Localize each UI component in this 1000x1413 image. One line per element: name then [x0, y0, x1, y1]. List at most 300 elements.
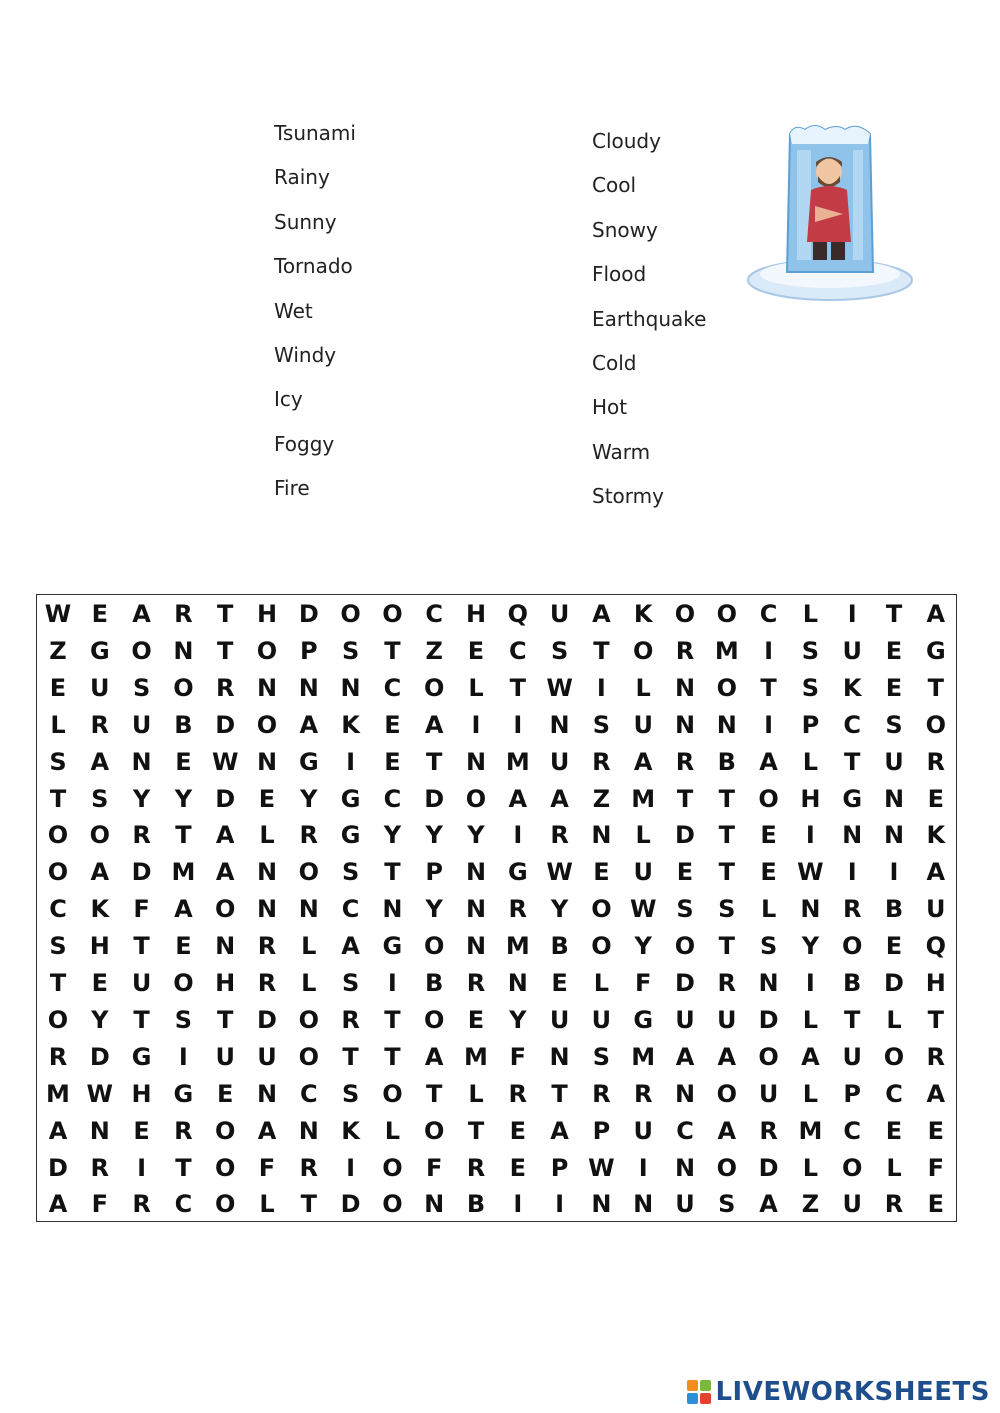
grid-cell[interactable]: E	[885, 932, 903, 961]
grid-cell[interactable]: O	[716, 673, 737, 702]
grid-cell[interactable]: P	[425, 858, 443, 887]
grid-cell[interactable]: S	[132, 673, 151, 702]
grid-cell[interactable]: T	[844, 747, 861, 776]
grid-cell[interactable]: O	[256, 710, 278, 739]
grid-cell[interactable]: Y	[801, 932, 820, 961]
grid-cell[interactable]: N	[256, 673, 278, 702]
grid-cell[interactable]: F	[133, 895, 150, 924]
grid-cell[interactable]: I	[513, 710, 523, 739]
grid-cell[interactable]: R	[299, 1153, 319, 1182]
grid-cell[interactable]: U	[131, 969, 152, 997]
grid-cell[interactable]: U	[549, 747, 570, 776]
grid-cell[interactable]: U	[633, 858, 653, 887]
grid-cell[interactable]: E	[927, 784, 944, 813]
grid-cell[interactable]: Y	[383, 821, 402, 850]
grid-cell[interactable]: F	[258, 1153, 276, 1182]
grid-cell[interactable]: Q	[925, 932, 946, 961]
grid-cell[interactable]: A	[132, 600, 151, 628]
grid-cell[interactable]: N	[340, 673, 361, 702]
grid-cell[interactable]: D	[675, 821, 695, 850]
grid-cell[interactable]: R	[633, 1079, 653, 1108]
grid-cell[interactable]: L	[50, 710, 66, 739]
grid-cell[interactable]: A	[550, 784, 569, 813]
grid-cell[interactable]: H	[800, 784, 821, 813]
grid-cell[interactable]: T	[384, 636, 401, 665]
grid-cell[interactable]: R	[90, 1153, 110, 1182]
grid-cell[interactable]: O	[214, 1116, 236, 1145]
grid-cell[interactable]: D	[675, 969, 695, 997]
grid-cell[interactable]: Y	[300, 784, 318, 813]
grid-cell[interactable]: H	[215, 969, 236, 997]
grid-cell[interactable]: T	[426, 1079, 443, 1108]
grid-cell[interactable]: D	[48, 1153, 68, 1182]
grid-cell[interactable]: N	[674, 673, 696, 702]
grid-cell[interactable]: O	[423, 1005, 445, 1034]
grid-cell[interactable]: T	[384, 858, 401, 887]
grid-cell[interactable]: T	[844, 1005, 861, 1034]
grid-cell[interactable]: S	[592, 710, 611, 739]
grid-cell[interactable]: Y	[132, 784, 151, 813]
grid-cell[interactable]: I	[764, 636, 774, 665]
grid-cell[interactable]: O	[173, 673, 194, 702]
grid-cell[interactable]: I	[764, 710, 774, 739]
grid-cell[interactable]: G	[340, 821, 361, 850]
grid-cell[interactable]: M	[505, 932, 530, 961]
grid-cell[interactable]: T	[342, 1042, 359, 1071]
grid-cell[interactable]: L	[760, 895, 777, 924]
grid-cell[interactable]: I	[889, 858, 899, 887]
grid-cell[interactable]: Y	[467, 821, 485, 850]
grid-cell[interactable]: T	[467, 1116, 485, 1145]
grid-cell[interactable]: L	[468, 1079, 484, 1108]
grid-cell[interactable]: E	[175, 932, 192, 961]
grid-cell[interactable]: A	[48, 1190, 68, 1219]
grid-cell[interactable]: N	[758, 969, 779, 997]
grid-cell[interactable]: O	[89, 821, 110, 850]
grid-cell[interactable]: A	[717, 1116, 737, 1145]
grid-cell[interactable]: K	[341, 710, 360, 739]
grid-cell[interactable]: W	[211, 747, 239, 776]
grid-cell[interactable]: R	[926, 747, 946, 776]
grid-cell[interactable]: T	[217, 600, 234, 628]
grid-cell[interactable]: E	[885, 1116, 903, 1145]
grid-cell[interactable]: G	[131, 1042, 152, 1071]
grid-cell[interactable]: N	[507, 969, 528, 997]
grid-cell[interactable]: O	[173, 969, 194, 997]
grid-cell[interactable]: O	[716, 600, 737, 628]
grid-cell[interactable]: A	[675, 1042, 695, 1071]
grid-cell[interactable]: A	[424, 710, 444, 739]
grid-cell[interactable]: U	[758, 1079, 779, 1108]
grid-cell[interactable]: S	[801, 673, 820, 702]
grid-cell[interactable]: U	[884, 747, 904, 776]
grid-cell[interactable]: L	[802, 600, 819, 628]
grid-cell[interactable]: P	[550, 1153, 569, 1182]
grid-cell[interactable]: E	[175, 747, 192, 776]
grid-cell[interactable]: A	[215, 821, 235, 850]
grid-cell[interactable]: I	[805, 969, 815, 997]
grid-cell[interactable]: R	[550, 821, 569, 850]
grid-cell[interactable]: G	[382, 932, 403, 961]
grid-cell[interactable]: E	[216, 1079, 234, 1108]
grid-cell[interactable]: T	[718, 821, 735, 850]
grid-cell[interactable]: O	[591, 932, 612, 961]
grid-cell[interactable]: S	[91, 784, 109, 813]
grid-cell[interactable]: C	[299, 1079, 318, 1108]
grid-cell[interactable]: W	[629, 895, 657, 924]
grid-cell[interactable]: Z	[49, 636, 67, 665]
grid-cell[interactable]: C	[383, 673, 402, 702]
grid-cell[interactable]: L	[802, 1153, 819, 1182]
grid-cell[interactable]: E	[760, 858, 777, 887]
grid-cell[interactable]: Y	[550, 895, 569, 924]
grid-cell[interactable]: A	[174, 895, 193, 924]
grid-cell[interactable]: E	[49, 673, 67, 702]
grid-cell[interactable]: O	[883, 1042, 905, 1071]
grid-cell[interactable]: L	[635, 821, 651, 850]
grid-cell[interactable]: C	[383, 784, 402, 813]
grid-cell[interactable]: O	[423, 673, 445, 702]
grid-cell[interactable]: E	[927, 1116, 944, 1145]
grid-cell[interactable]: T	[718, 858, 735, 887]
grid-cell[interactable]: L	[635, 673, 651, 702]
grid-cell[interactable]: Y	[425, 895, 443, 924]
grid-cell[interactable]: A	[759, 747, 778, 776]
grid-cell[interactable]: T	[217, 636, 234, 665]
grid-cell[interactable]: N	[549, 710, 570, 739]
grid-cell[interactable]: Y	[91, 1005, 109, 1034]
grid-cell[interactable]: O	[591, 895, 612, 924]
grid-cell[interactable]: B	[550, 932, 569, 961]
grid-cell[interactable]: N	[674, 710, 696, 739]
grid-cell[interactable]: T	[217, 1005, 234, 1034]
grid-cell[interactable]: L	[301, 969, 317, 997]
grid-cell[interactable]: N	[298, 673, 319, 702]
grid-cell[interactable]: R	[466, 1153, 486, 1182]
grid-cell[interactable]: N	[591, 1190, 612, 1219]
grid-cell[interactable]: T	[133, 932, 150, 961]
grid-cell[interactable]: R	[174, 600, 193, 628]
grid-cell[interactable]: E	[760, 821, 777, 850]
grid-cell[interactable]: I	[596, 673, 606, 702]
grid-cell[interactable]: F	[927, 1153, 944, 1182]
grid-cell[interactable]: R	[717, 969, 737, 997]
grid-cell[interactable]: T	[718, 932, 735, 961]
grid-cell[interactable]: A	[592, 600, 611, 628]
grid-cell[interactable]: D	[215, 710, 236, 739]
grid-cell[interactable]: E	[676, 858, 694, 887]
grid-cell[interactable]: R	[884, 1190, 904, 1219]
grid-cell[interactable]: Y	[509, 1005, 527, 1034]
grid-cell[interactable]: L	[886, 1005, 902, 1034]
grid-cell[interactable]: G	[925, 636, 946, 665]
grid-cell[interactable]: O	[298, 1005, 319, 1034]
grid-cell[interactable]: U	[842, 1042, 862, 1071]
grid-cell[interactable]: T	[175, 821, 192, 850]
grid-cell[interactable]: O	[716, 1079, 737, 1108]
grid-cell[interactable]: N	[298, 895, 319, 924]
grid-cell[interactable]: U	[842, 636, 862, 665]
grid-cell[interactable]: I	[555, 1190, 565, 1219]
grid-cell[interactable]: I	[805, 821, 815, 850]
grid-cell[interactable]: P	[801, 710, 820, 739]
grid-cell[interactable]: U	[591, 1005, 612, 1034]
grid-cell[interactable]: O	[298, 1042, 319, 1071]
grid-cell[interactable]: U	[131, 710, 152, 739]
grid-cell[interactable]: O	[925, 710, 946, 739]
grid-cell[interactable]: O	[256, 636, 278, 665]
grid-cell[interactable]: S	[676, 895, 694, 924]
grid-cell[interactable]: H	[256, 600, 278, 628]
grid-cell[interactable]: S	[174, 1005, 193, 1034]
grid-cell[interactable]: R	[759, 1116, 778, 1145]
grid-cell[interactable]: D	[884, 969, 904, 997]
grid-cell[interactable]: L	[468, 673, 484, 702]
grid-cell[interactable]: K	[842, 673, 862, 702]
grid-cell[interactable]: C	[843, 1116, 861, 1145]
grid-cell[interactable]: A	[926, 1079, 946, 1108]
grid-cell[interactable]: D	[215, 784, 236, 813]
grid-cell[interactable]: E	[885, 636, 903, 665]
grid-cell[interactable]: O	[214, 1190, 236, 1219]
grid-cell[interactable]: C	[885, 1079, 903, 1108]
grid-cell[interactable]: D	[340, 1190, 361, 1219]
grid-cell[interactable]: A	[717, 1042, 737, 1071]
grid-cell[interactable]: A	[926, 858, 946, 887]
grid-cell[interactable]: A	[215, 858, 235, 887]
grid-cell[interactable]: N	[465, 895, 487, 924]
grid-cell[interactable]: R	[592, 747, 611, 776]
grid-cell[interactable]: R	[508, 1079, 528, 1108]
grid-cell[interactable]: L	[384, 1116, 401, 1145]
grid-cell[interactable]: U	[215, 1042, 235, 1071]
grid-cell[interactable]: A	[759, 1190, 778, 1219]
grid-cell[interactable]: U	[549, 1005, 570, 1034]
grid-cell[interactable]: R	[341, 1005, 360, 1034]
grid-cell[interactable]: B	[717, 747, 736, 776]
grid-cell[interactable]: Q	[507, 600, 528, 628]
grid-cell[interactable]: E	[593, 858, 610, 887]
grid-cell[interactable]: E	[509, 1153, 526, 1182]
grid-cell[interactable]: C	[759, 600, 778, 628]
grid-cell[interactable]: Y	[634, 932, 652, 961]
grid-cell[interactable]: I	[471, 710, 481, 739]
grid-cell[interactable]: U	[842, 1190, 862, 1219]
grid-cell[interactable]: M	[171, 858, 196, 887]
grid-cell[interactable]: I	[513, 821, 523, 850]
grid-cell[interactable]: E	[384, 710, 401, 739]
grid-cell[interactable]: O	[214, 1153, 236, 1182]
grid-cell[interactable]: E	[258, 784, 276, 813]
grid-cell[interactable]: T	[426, 747, 443, 776]
grid-cell[interactable]: O	[214, 895, 236, 924]
grid-cell[interactable]: E	[91, 600, 108, 628]
grid-cell[interactable]: I	[137, 1153, 147, 1182]
grid-cell[interactable]: R	[592, 1079, 611, 1108]
grid-cell[interactable]: W	[86, 1079, 114, 1108]
grid-cell[interactable]: B	[466, 1190, 486, 1219]
grid-cell[interactable]: G	[507, 858, 528, 887]
grid-cell[interactable]: F	[634, 969, 652, 997]
grid-cell[interactable]: R	[299, 821, 319, 850]
grid-cell[interactable]: O	[47, 821, 69, 850]
grid-cell[interactable]: R	[257, 932, 277, 961]
grid-cell[interactable]: T	[384, 1005, 401, 1034]
grid-cell[interactable]: B	[425, 969, 444, 997]
grid-cell[interactable]: C	[508, 636, 527, 665]
grid-cell[interactable]: U	[675, 1190, 695, 1219]
grid-cell[interactable]: C	[676, 1116, 694, 1145]
grid-cell[interactable]: O	[382, 600, 403, 628]
grid-cell[interactable]: O	[47, 858, 69, 887]
grid-cell[interactable]: I	[387, 969, 397, 997]
grid-cell[interactable]: C	[843, 710, 861, 739]
grid-cell[interactable]: I	[638, 1153, 648, 1182]
grid-cell[interactable]: S	[341, 636, 360, 665]
grid-cell[interactable]: O	[674, 600, 696, 628]
grid-cell[interactable]: U	[549, 600, 570, 628]
grid-cell[interactable]: S	[550, 636, 569, 665]
grid-cell[interactable]: M	[714, 636, 739, 665]
grid-cell[interactable]: R	[675, 636, 695, 665]
grid-cell[interactable]: N	[591, 821, 612, 850]
grid-cell[interactable]: U	[90, 673, 110, 702]
grid-cell[interactable]: N	[215, 932, 236, 961]
grid-cell[interactable]: N	[549, 1042, 570, 1071]
grid-cell[interactable]: N	[465, 858, 487, 887]
grid-cell[interactable]: E	[885, 673, 903, 702]
grid-cell[interactable]: H	[89, 932, 110, 961]
grid-cell[interactable]: K	[90, 895, 110, 924]
grid-cell[interactable]: U	[717, 1005, 737, 1034]
grid-cell[interactable]: T	[49, 969, 67, 997]
grid-cell[interactable]: E	[133, 1116, 150, 1145]
grid-cell[interactable]: T	[300, 1190, 317, 1219]
grid-cell[interactable]: R	[132, 1190, 151, 1219]
grid-cell[interactable]: E	[467, 1005, 485, 1034]
grid-cell[interactable]: N	[674, 1153, 696, 1182]
grid-cell[interactable]: E	[509, 1116, 526, 1145]
grid-cell[interactable]: N	[633, 1190, 654, 1219]
grid-cell[interactable]: A	[257, 1116, 277, 1145]
grid-cell[interactable]: D	[89, 1042, 110, 1071]
grid-cell[interactable]: D	[424, 784, 445, 813]
grid-cell[interactable]: R	[675, 747, 695, 776]
grid-cell[interactable]: K	[341, 1116, 360, 1145]
grid-cell[interactable]: C	[174, 1190, 193, 1219]
grid-cell[interactable]: T	[551, 1079, 568, 1108]
grid-cell[interactable]: R	[215, 673, 235, 702]
grid-cell[interactable]: D	[758, 1153, 779, 1182]
grid-cell[interactable]: D	[758, 1005, 779, 1034]
grid-cell[interactable]: O	[841, 1153, 863, 1182]
grid-cell[interactable]: A	[48, 1116, 68, 1145]
grid-cell[interactable]: H	[925, 969, 946, 997]
grid-cell[interactable]: L	[259, 1190, 275, 1219]
grid-cell[interactable]: U	[675, 1005, 695, 1034]
grid-cell[interactable]: Y	[425, 821, 443, 850]
grid-cell[interactable]: E	[91, 969, 108, 997]
grid-cell[interactable]: P	[592, 1116, 611, 1145]
grid-cell[interactable]: O	[382, 1153, 403, 1182]
grid-cell[interactable]: O	[632, 636, 654, 665]
grid-cell[interactable]: I	[178, 1042, 188, 1071]
grid-cell[interactable]: N	[382, 895, 403, 924]
grid-cell[interactable]: O	[382, 1079, 403, 1108]
grid-cell[interactable]: K	[926, 821, 946, 850]
grid-cell[interactable]: M	[798, 1116, 823, 1145]
grid-cell[interactable]: M	[464, 1042, 488, 1071]
grid-cell[interactable]: O	[674, 932, 696, 961]
grid-cell[interactable]: I	[346, 1153, 356, 1182]
grid-cell[interactable]: I	[513, 1190, 523, 1219]
grid-cell[interactable]: T	[384, 1042, 401, 1071]
grid-cell[interactable]: B	[884, 895, 904, 924]
grid-cell[interactable]: A	[550, 1116, 569, 1145]
grid-cell[interactable]: O	[465, 784, 487, 813]
grid-cell[interactable]: W	[546, 673, 573, 702]
grid-cell[interactable]: R	[132, 821, 151, 850]
grid-cell[interactable]: O	[716, 1153, 737, 1182]
grid-cell[interactable]: U	[926, 895, 946, 924]
grid-cell[interactable]: T	[676, 784, 694, 813]
grid-cell[interactable]: T	[927, 673, 944, 702]
grid-cell[interactable]: O	[340, 600, 361, 628]
grid-cell[interactable]: L	[301, 932, 317, 961]
grid-cell[interactable]: T	[593, 636, 610, 665]
grid-cell[interactable]: W	[797, 858, 824, 887]
grid-cell[interactable]: O	[298, 858, 319, 887]
grid-cell[interactable]: N	[716, 710, 737, 739]
grid-cell[interactable]: Z	[425, 636, 443, 665]
grid-cell[interactable]: A	[633, 747, 653, 776]
grid-cell[interactable]: A	[299, 710, 319, 739]
grid-cell[interactable]: A	[508, 784, 528, 813]
grid-cell[interactable]: N	[89, 1116, 110, 1145]
grid-cell[interactable]: R	[508, 895, 528, 924]
grid-cell[interactable]: G	[173, 1079, 194, 1108]
grid-cell[interactable]: T	[885, 600, 903, 628]
grid-cell[interactable]: P	[843, 1079, 861, 1108]
grid-cell[interactable]: N	[883, 821, 905, 850]
grid-cell[interactable]: N	[800, 895, 821, 924]
grid-cell[interactable]: U	[633, 1116, 653, 1145]
grid-cell[interactable]: N	[424, 1190, 445, 1219]
grid-cell[interactable]: P	[300, 636, 318, 665]
grid-cell[interactable]: W	[546, 858, 573, 887]
grid-cell[interactable]: N	[131, 747, 152, 776]
grid-cell[interactable]: L	[886, 1153, 902, 1182]
grid-cell[interactable]: G	[842, 784, 863, 813]
grid-cell[interactable]: U	[257, 1042, 277, 1071]
grid-cell[interactable]: E	[384, 747, 401, 776]
grid-cell[interactable]: C	[49, 895, 67, 924]
grid-cell[interactable]: R	[48, 1042, 68, 1071]
grid-cell[interactable]: D	[131, 858, 152, 887]
grid-cell[interactable]: T	[133, 1005, 150, 1034]
grid-cell[interactable]: Y	[174, 784, 193, 813]
grid-cell[interactable]: H	[131, 1079, 152, 1108]
grid-cell[interactable]: A	[341, 932, 360, 961]
grid-cell[interactable]: S	[49, 932, 67, 961]
grid-cell[interactable]: U	[633, 710, 653, 739]
grid-cell[interactable]: O	[47, 1005, 69, 1034]
grid-cell[interactable]: L	[802, 1005, 819, 1034]
grid-cell[interactable]: R	[257, 969, 277, 997]
grid-cell[interactable]: T	[718, 784, 735, 813]
grid-cell[interactable]: T	[927, 1005, 944, 1034]
grid-cell[interactable]: T	[175, 1153, 192, 1182]
